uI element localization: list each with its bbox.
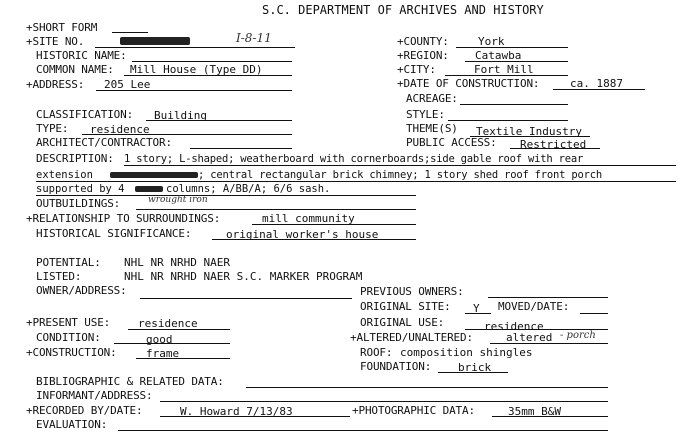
owner-line [140, 298, 352, 299]
address-label: +ADDRESS: [26, 78, 85, 91]
type-value: residence [90, 123, 150, 136]
construction-value: frame [146, 347, 180, 360]
relationship-label: +RELATIONSHIP TO SURROUNDINGS: [26, 212, 221, 225]
county-value: York [478, 35, 505, 48]
theme-label: THEME(S) [406, 122, 458, 135]
description-label: DESCRIPTION: [36, 152, 114, 165]
evaluation-line [118, 430, 608, 431]
altered-label: +ALTERED/UNALTERED: [350, 331, 473, 344]
listed-options: NHL NR NRHD NAER S.C. MARKER PROGRAM [124, 270, 363, 283]
style-line [448, 120, 568, 121]
potential-label: POTENTIAL: [36, 256, 101, 269]
site-no-label: +SITE NO. [26, 35, 85, 48]
redaction-mark [120, 37, 190, 45]
classification-value: Building [154, 109, 207, 122]
city-label: +CITY: [397, 63, 436, 76]
original-site-label: ORIGINAL SITE: [360, 300, 451, 313]
theme-value: Textile Industry [476, 125, 582, 138]
evaluation-label: EVALUATION: [36, 418, 108, 431]
description-text-1: 1 story; L-shaped; weatherboard with cornerboards;side gable roof with rear [124, 153, 584, 165]
acreage-label: ACREAGE: [406, 92, 458, 105]
altered-value: altered [506, 331, 553, 344]
listed-label: LISTED: [36, 270, 82, 283]
public-access-value: Restricted [520, 138, 587, 151]
previous-owners-line [488, 297, 608, 298]
historic-name-label: HISTORIC NAME: [36, 49, 127, 62]
address-value: 205 Lee [104, 78, 151, 91]
present-use-value: residence [138, 317, 198, 330]
redaction-mark [110, 172, 198, 178]
date-of-construction-label: +DATE OF CONSTRUCTION: [397, 77, 540, 90]
altered-handwritten: - porch [560, 330, 596, 341]
form-title: S.C. DEPARTMENT OF ARCHIVES AND HISTORY [262, 3, 544, 17]
site-no-line [95, 47, 295, 48]
foundation-value: brick [458, 361, 492, 374]
description-text-3a: supported by 4 [36, 183, 125, 195]
short-form-line [112, 32, 148, 33]
common-name-label: COMMON NAME: [36, 63, 114, 76]
outbuildings-label: OUTBUILDINGS: [36, 197, 121, 210]
moved-date-label: MOVED/DATE: [498, 300, 570, 313]
foundation-label: FOUNDATION: [360, 360, 432, 373]
relationship-value: mill community [262, 212, 355, 225]
architect-label: ARCHITECT/CONTRACTOR: [36, 136, 172, 149]
present-use-label: +PRESENT USE: [26, 316, 111, 329]
type-label: TYPE: [36, 122, 69, 135]
county-label: +COUNTY: [397, 35, 449, 48]
recorded-value: W. Howard 7/13/83 [180, 405, 293, 418]
county-line [456, 47, 568, 48]
significance-value: original worker's house [226, 228, 379, 241]
short-form-label: +SHORT FORM [26, 21, 98, 34]
recorded-label: +RECORDED BY/DATE: [26, 404, 143, 417]
redaction-mark [135, 186, 163, 192]
region-label: +REGION: [397, 49, 449, 62]
outbuildings-handwritten: wrought iron [148, 195, 208, 205]
significance-label: HISTORICAL SIGNIFICANCE: [36, 227, 192, 240]
potential-options: NHL NR NRHD NAER [124, 256, 230, 269]
previous-owners-label: PREVIOUS OWNERS: [360, 285, 464, 298]
informant-line [160, 401, 608, 402]
outbuildings-line [136, 209, 416, 210]
bibliographic-label: BIBLIOGRAPHIC & RELATED DATA: [36, 375, 224, 388]
city-value: Fort Mill [474, 63, 534, 76]
acreage-line [460, 104, 568, 105]
moved-date-line [580, 313, 608, 314]
condition-label: CONDITION: [36, 331, 101, 344]
roof-value: composition shingles [400, 346, 533, 359]
owner-label: OWNER/ADDRESS: [36, 284, 127, 297]
historic-name-line [132, 61, 292, 62]
photographic-value: 35mm B&W [508, 405, 561, 418]
description-text-3b: columns; A/BB/A; 6/6 sash. [166, 183, 331, 195]
original-use-label: ORIGINAL USE: [360, 316, 445, 329]
date-of-construction-value: ca. 1887 [570, 77, 623, 90]
architect-line [190, 148, 292, 149]
bibliographic-line [246, 387, 608, 388]
informant-label: INFORMANT/ADDRESS: [36, 389, 153, 402]
region-value: Catawba [475, 49, 522, 62]
original-use-value: residence [484, 320, 544, 333]
photographic-label: +PHOTOGRAPHIC DATA: [352, 404, 475, 417]
original-site-value: Y [473, 302, 480, 315]
site-no-value: I-8-11 [236, 31, 272, 45]
classification-label: CLASSIFICATION: [36, 108, 134, 121]
construction-label: +CONSTRUCTION: [26, 346, 117, 359]
style-label: STYLE: [406, 108, 445, 121]
condition-value: good [146, 333, 173, 346]
description-text-2b: ; central rectangular brick chimney; 1 story shed roof front porch [198, 169, 603, 181]
common-name-value: Mill House (Type DD) [130, 63, 263, 76]
public-access-label: PUBLIC ACCESS: [406, 136, 497, 149]
roof-label: ROOF: [360, 346, 393, 359]
description-text-2a: extension [36, 169, 93, 181]
